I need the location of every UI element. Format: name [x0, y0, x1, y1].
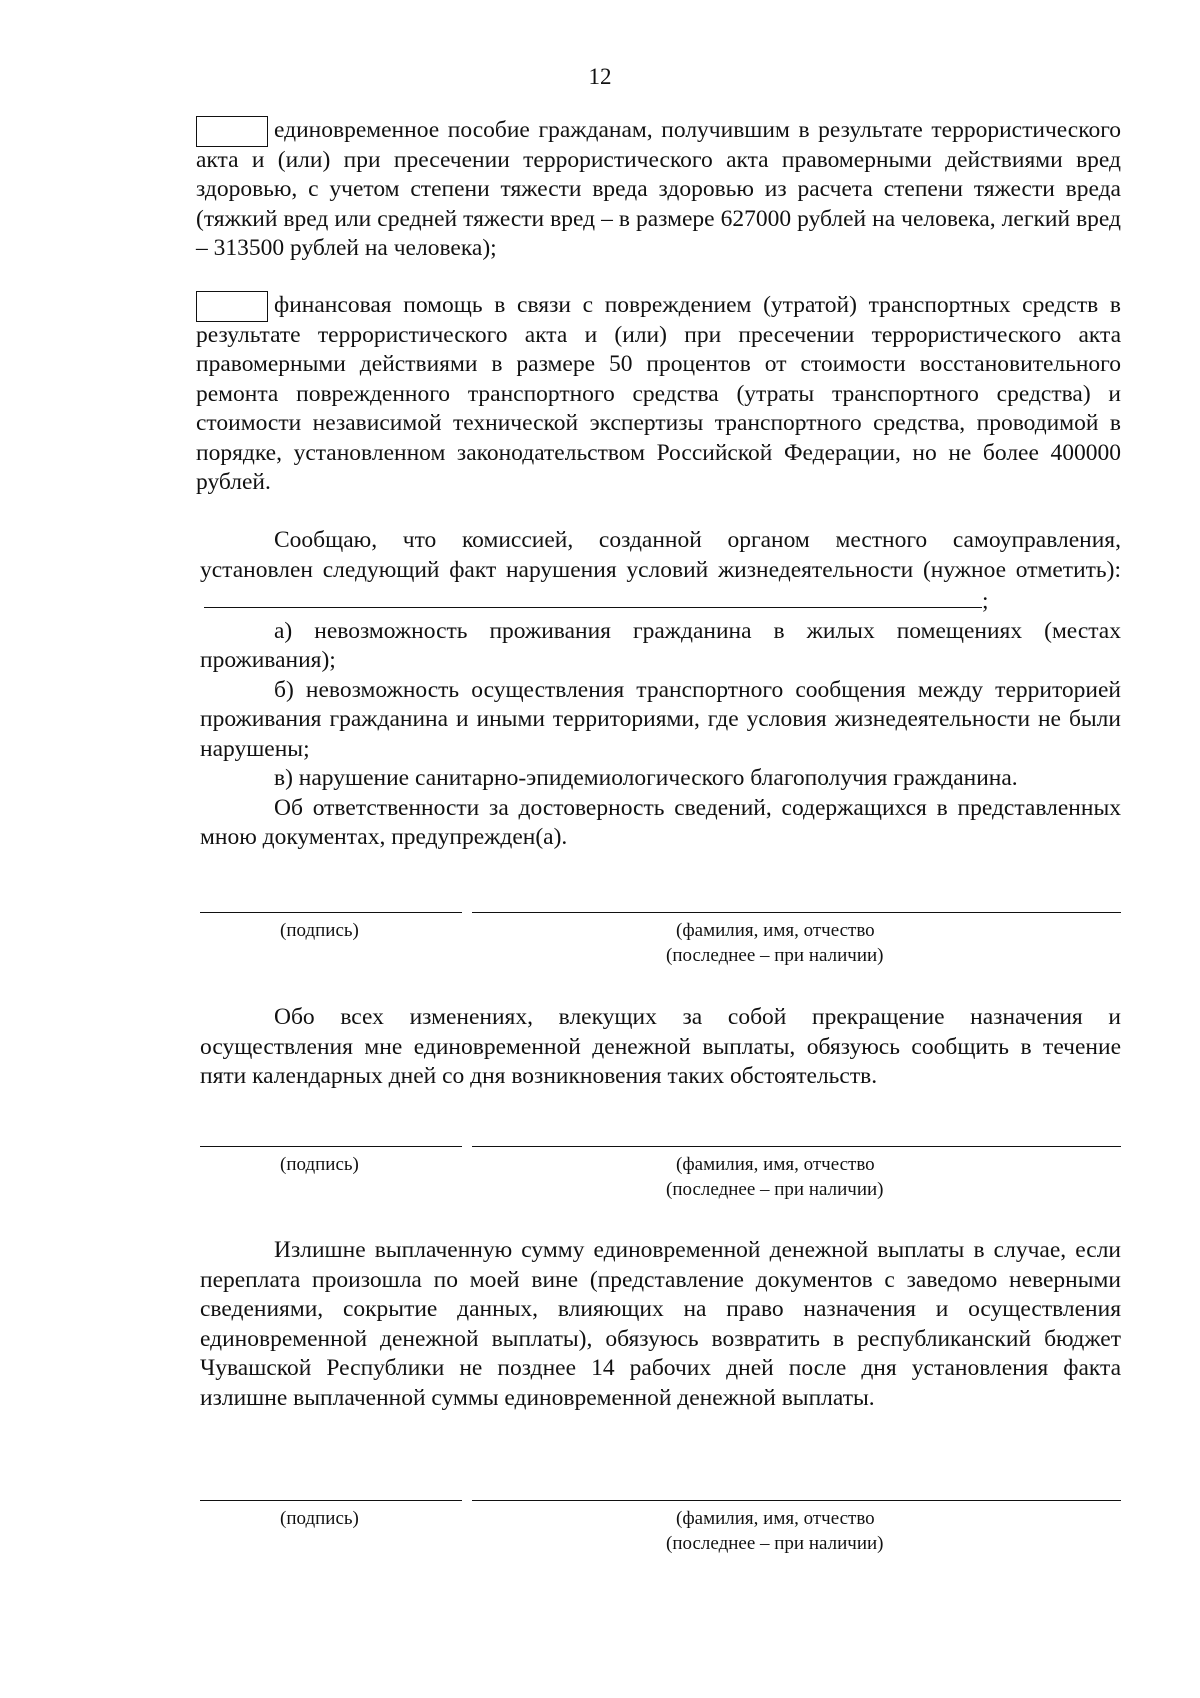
injury-benefit-checkbox[interactable] — [196, 116, 268, 147]
vehicle-aid-text: финансовая помощь в связи с повреждением (утратой) транспортных средств в результате террористического акта и (или) при пресечении террористического акта правомерными действиями в размере 50 процентов от стоимости восстановительного ремонта поврежденного транспортного средства (утраты транспортного средства) и стоимости независимой технической экспертизы транспортного средства, проводимой в порядке, установленном законодательством Российской Федерации, но не более 400000 рублей. — [196, 292, 1121, 495]
changes-paragraph: Обо всех изменениях, влекущих за собой прекращение назначения и осуществления мне единовременной денежной выплаты, обязуюсь сообщить в течение пяти календарных дней со дня возникновения таких обстоятельств. — [200, 1004, 1121, 1089]
item-a: а) невозможность проживания гражданина в жилых помещениях (местах проживания); — [200, 617, 1121, 673]
full-name-label: (фамилия, имя, отчество — [676, 1508, 875, 1529]
full-name-label: (фамилия, имя, отчество — [676, 920, 875, 941]
signature-line[interactable] — [200, 912, 462, 913]
vehicle-aid-checkbox[interactable] — [196, 291, 268, 322]
full-name-label: (фамилия, имя, отчество — [676, 1154, 875, 1175]
commission-intro — [200, 526, 1121, 617]
signature-block-2 — [200, 1146, 1121, 1206]
signature-label: (подпись) — [280, 920, 359, 941]
full-name-label-note: (последнее – при наличии) — [666, 1533, 884, 1554]
overpayment-section — [200, 1236, 1121, 1413]
changes-section — [200, 1003, 1121, 1092]
signature-line[interactable] — [200, 1146, 462, 1147]
full-name-line[interactable] — [472, 1146, 1121, 1147]
signature-block-1 — [200, 912, 1121, 972]
signature-line[interactable] — [200, 1500, 462, 1501]
full-name-line[interactable] — [472, 1500, 1121, 1501]
item-b: б) невозможность осуществления транспортного сообщения между территорией проживания гражданина и иными территориями, где условия жизнедеятельности не были нарушены; — [200, 676, 1121, 762]
option-injury-benefit — [196, 116, 1121, 264]
signature-label: (подпись) — [280, 1154, 359, 1175]
signature-block-3 — [200, 1500, 1121, 1560]
blank-end: ; — [982, 588, 989, 614]
full-name-line[interactable] — [472, 912, 1121, 913]
commission-intro-text: Сообщаю, что комиссией, созданной органом местного самоуправления, установлен следующий факт нарушения условий жизнедеятельности (нужное отметить): — [200, 527, 1121, 583]
full-name-label-note: (последнее – при наличии) — [666, 1179, 884, 1200]
page-number: 12 — [588, 64, 612, 89]
responsibility-statement: Об ответственности за достоверность сведений, содержащихся в представленных мною документах, предупрежден(а). — [200, 794, 1121, 850]
commission-section — [200, 526, 1121, 853]
full-name-label-note: (последнее – при наличии) — [666, 945, 884, 966]
signature-label: (подпись) — [280, 1508, 359, 1529]
injury-benefit-text: единовременное пособие гражданам, получившим в результате террористического акта и (или) при пресечении террористического акта правомерными действиями вред здоровью, с учетом степени тяжести вреда здоровью из расчета степени тяжести вреда (тяжкий вред или средней тяжести вред – в размере 627000 рублей на человека, легкий вред – 313500 рублей на человека); — [196, 117, 1121, 261]
option-vehicle-aid — [196, 291, 1121, 498]
overpayment-paragraph: Излишне выплаченную сумму единовременной денежной выплаты в случае, если переплата произошла по моей вине (представление документов с заведомо неверными сведениями, сокрытие данных, влияющих на право назначения и осуществления единовременной денежной выплаты), обязуюсь возвратить в республиканский бюджет Чувашской Республики не позднее 14 рабочих дней после дня установления факта излишне выплаченной суммы единовременной денежной выплаты. — [200, 1237, 1121, 1411]
violation-fact-field[interactable] — [204, 585, 982, 608]
item-c: в) нарушение санитарно-эпидемиологического благополучия гражданина. — [274, 765, 1018, 791]
